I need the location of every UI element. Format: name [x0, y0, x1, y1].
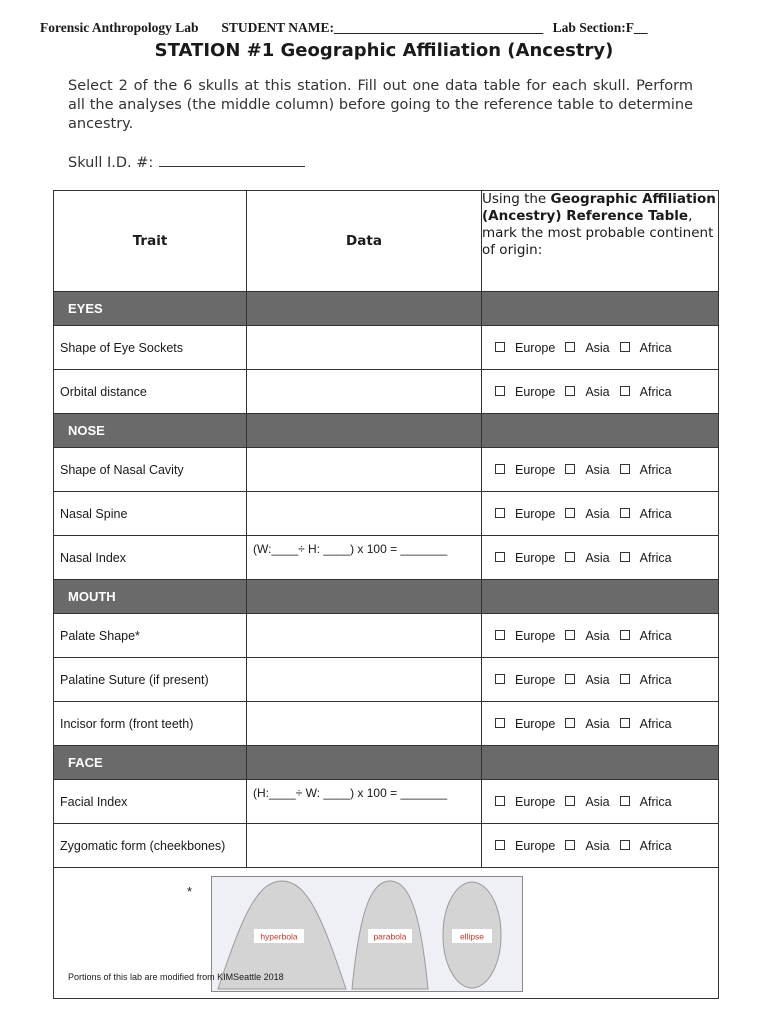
continent-options — [482, 629, 718, 643]
section-row — [54, 580, 719, 614]
checkbox-africa[interactable] — [620, 463, 672, 477]
checkbox-asia[interactable] — [565, 717, 609, 731]
trait-cell: Shape of Eye Sockets — [54, 326, 247, 370]
table-row — [54, 370, 719, 414]
continent-choice-cell — [482, 658, 719, 702]
checkbox-asia[interactable] — [565, 673, 609, 687]
table-row — [54, 614, 719, 658]
checkbox-label: Europe — [515, 340, 556, 355]
checkbox-icon[interactable] — [495, 552, 505, 562]
checkbox-icon[interactable] — [565, 342, 575, 352]
checkbox-icon[interactable] — [495, 718, 505, 728]
section-label: NOSE — [54, 414, 247, 448]
continent-options — [482, 463, 718, 477]
checkbox-label: Africa — [639, 716, 672, 731]
checkbox-icon[interactable] — [620, 508, 630, 518]
checkbox-label: Asia — [585, 672, 610, 687]
checkbox-label: Europe — [515, 462, 556, 477]
checkbox-icon[interactable] — [495, 464, 505, 474]
section-spacer — [247, 580, 482, 614]
checkbox-icon[interactable] — [495, 630, 505, 640]
continent-choice-cell — [482, 492, 719, 536]
checkbox-icon[interactable] — [620, 674, 630, 684]
checkbox-europe[interactable] — [495, 717, 555, 731]
checkbox-europe[interactable] — [495, 839, 555, 853]
checkbox-icon[interactable] — [620, 840, 630, 850]
checkbox-label: Africa — [639, 672, 672, 687]
checkbox-label: Asia — [585, 628, 610, 643]
checkbox-icon[interactable] — [495, 840, 505, 850]
checkbox-europe[interactable] — [495, 551, 555, 565]
table-row — [54, 702, 719, 746]
checkbox-africa[interactable] — [620, 341, 672, 355]
data-entry-cell[interactable] — [247, 326, 482, 370]
column-header-trait: Trait — [54, 191, 247, 292]
checkbox-label: Africa — [639, 628, 672, 643]
lab-name: Forensic Anthropology Lab — [40, 20, 199, 35]
table-row — [54, 326, 719, 370]
checkbox-label: Asia — [585, 794, 610, 809]
checkbox-icon[interactable] — [565, 840, 575, 850]
section-label: EYES — [54, 292, 247, 326]
checkbox-label: Africa — [639, 550, 672, 565]
checkbox-europe[interactable] — [495, 385, 555, 399]
continent-options — [482, 507, 718, 521]
checkbox-europe[interactable] — [495, 507, 555, 521]
checkbox-label: Asia — [585, 384, 610, 399]
section-spacer — [247, 414, 482, 448]
label-hyperbola: hyperbola — [260, 931, 298, 942]
checkbox-icon[interactable] — [620, 464, 630, 474]
section-label: MOUTH — [54, 580, 247, 614]
checkbox-africa[interactable] — [620, 795, 672, 809]
section-row — [54, 292, 719, 326]
continent-choice-cell — [482, 614, 719, 658]
checkbox-icon[interactable] — [565, 796, 575, 806]
trait-cell: Zygomatic form (cheekbones) — [54, 824, 247, 868]
checkbox-asia[interactable] — [565, 507, 609, 521]
column-header-data: Data — [247, 191, 482, 292]
table-row — [54, 536, 719, 580]
checkbox-europe[interactable] — [495, 629, 555, 643]
continent-options — [482, 839, 718, 853]
continent-choice-cell — [482, 448, 719, 492]
continent-options — [482, 673, 718, 687]
section-spacer — [482, 746, 719, 780]
checkbox-icon[interactable] — [565, 718, 575, 728]
checkbox-icon[interactable] — [620, 796, 630, 806]
table-row — [54, 780, 719, 824]
checkbox-icon[interactable] — [565, 464, 575, 474]
checkbox-asia[interactable] — [565, 341, 609, 355]
continent-choice-cell — [482, 824, 719, 868]
checkbox-europe[interactable] — [495, 463, 555, 477]
checkbox-icon[interactable] — [565, 386, 575, 396]
skull-id-field[interactable] — [68, 153, 305, 171]
data-table — [53, 190, 719, 999]
checkbox-label: Europe — [515, 550, 556, 565]
checkbox-label: Africa — [639, 838, 672, 853]
checkbox-icon[interactable] — [565, 552, 575, 562]
checkbox-europe[interactable] — [495, 341, 555, 355]
checkbox-icon[interactable] — [565, 630, 575, 640]
data-entry-cell[interactable]: (W:____÷ H: ____) x 100 = _______ — [247, 536, 482, 580]
checkbox-icon[interactable] — [620, 386, 630, 396]
checkbox-label: Asia — [585, 838, 610, 853]
data-entry-cell[interactable] — [247, 492, 482, 536]
continent-choice-cell — [482, 702, 719, 746]
column-header-reference: Using the Geographic Affiliation (Ancestry) Reference Table, mark the most probable continent of origin: — [482, 191, 719, 292]
data-entry-cell[interactable] — [247, 448, 482, 492]
trait-cell: Nasal Spine — [54, 492, 247, 536]
checkbox-label: Europe — [515, 628, 556, 643]
checkbox-icon[interactable] — [565, 508, 575, 518]
data-entry-cell[interactable] — [247, 614, 482, 658]
checkbox-asia[interactable] — [565, 551, 609, 565]
section-row — [54, 746, 719, 780]
checkbox-icon[interactable] — [495, 508, 505, 518]
continent-options — [482, 341, 718, 355]
checkbox-label: Africa — [639, 340, 672, 355]
checkbox-label: Europe — [515, 384, 556, 399]
skull-id-label: Skull I.D. #: — [68, 155, 154, 171]
table-row — [54, 824, 719, 868]
checkbox-europe[interactable] — [495, 673, 555, 687]
checkbox-icon[interactable] — [495, 342, 505, 352]
checkbox-icon[interactable] — [620, 552, 630, 562]
checkbox-label: Europe — [515, 672, 556, 687]
instructions: Select 2 of the 6 skulls at this station. Fill out one data table for each skull. Perform all the analyses (the middle column) before going to the reference table to determine ancestry. — [68, 78, 693, 132]
data-entry-cell[interactable] — [247, 702, 482, 746]
section-label: FACE — [54, 746, 247, 780]
figure-asterisk: * — [187, 884, 193, 899]
checkbox-icon[interactable] — [620, 718, 630, 728]
trait-cell: Palate Shape* — [54, 614, 247, 658]
checkbox-icon[interactable] — [495, 796, 505, 806]
checkbox-asia[interactable] — [565, 839, 609, 853]
page-title: STATION #1 Geographic Affiliation (Ancestry) — [154, 40, 614, 61]
section-row — [54, 414, 719, 448]
checkbox-icon[interactable] — [565, 674, 575, 684]
checkbox-label: Asia — [585, 716, 610, 731]
trait-cell: Shape of Nasal Cavity — [54, 448, 247, 492]
continent-choice-cell — [482, 326, 719, 370]
table-row — [54, 492, 719, 536]
table-row — [54, 448, 719, 492]
checkbox-africa[interactable] — [620, 717, 672, 731]
continent-options — [482, 385, 718, 399]
label-parabola: parabola — [373, 931, 407, 942]
section-spacer — [482, 414, 719, 448]
checkbox-africa[interactable] — [620, 551, 672, 565]
checkbox-asia[interactable] — [565, 795, 609, 809]
checkbox-label: Europe — [515, 716, 556, 731]
checkbox-label: Asia — [585, 340, 610, 355]
checkbox-label: Europe — [515, 838, 556, 853]
checkbox-icon[interactable] — [620, 342, 630, 352]
checkbox-africa[interactable] — [620, 839, 672, 853]
data-entry-cell[interactable]: (H:____÷ W: ____) x 100 = _______ — [247, 780, 482, 824]
table-row — [54, 658, 719, 702]
continent-options — [482, 717, 718, 731]
data-entry-cell[interactable] — [247, 824, 482, 868]
page-header — [40, 20, 730, 36]
checkbox-label: Africa — [639, 794, 672, 809]
data-entry-cell[interactable] — [247, 658, 482, 702]
trait-cell: Nasal Index — [54, 536, 247, 580]
checkbox-label: Europe — [515, 794, 556, 809]
trait-cell: Orbital distance — [54, 370, 247, 414]
checkbox-label: Europe — [515, 506, 556, 521]
lab-section-field[interactable]: Lab Section:F__ — [552, 20, 648, 35]
checkbox-label: Asia — [585, 462, 610, 477]
checkbox-icon[interactable] — [620, 630, 630, 640]
student-name-field[interactable]: STUDENT NAME:_______________________________ — [221, 20, 544, 35]
section-spacer — [482, 292, 719, 326]
checkbox-asia[interactable] — [565, 463, 609, 477]
checkbox-label: Asia — [585, 506, 610, 521]
continent-options — [482, 795, 718, 809]
checkbox-icon[interactable] — [495, 386, 505, 396]
checkbox-icon[interactable] — [495, 674, 505, 684]
checkbox-europe[interactable] — [495, 795, 555, 809]
skull-id-blank[interactable] — [159, 153, 305, 167]
checkbox-africa[interactable] — [620, 507, 672, 521]
section-spacer — [482, 580, 719, 614]
continent-choice-cell — [482, 780, 719, 824]
checkbox-label: Africa — [639, 462, 672, 477]
continent-choice-cell — [482, 536, 719, 580]
checkbox-label: Africa — [639, 384, 672, 399]
checkbox-africa[interactable] — [620, 629, 672, 643]
checkbox-label: Asia — [585, 550, 610, 565]
checkbox-africa[interactable] — [620, 385, 672, 399]
section-spacer — [247, 292, 482, 326]
checkbox-label: Africa — [639, 506, 672, 521]
checkbox-asia[interactable] — [565, 629, 609, 643]
trait-cell: Incisor form (front teeth) — [54, 702, 247, 746]
data-entry-cell[interactable] — [247, 370, 482, 414]
section-spacer — [247, 746, 482, 780]
continent-options — [482, 551, 718, 565]
footer-note: Portions of this lab are modified from KIMSeattle 2018 — [68, 972, 284, 982]
label-ellipse: ellipse — [459, 931, 485, 942]
continent-choice-cell — [482, 370, 719, 414]
checkbox-africa[interactable] — [620, 673, 672, 687]
checkbox-asia[interactable] — [565, 385, 609, 399]
trait-cell: Palatine Suture (if present) — [54, 658, 247, 702]
trait-cell: Facial Index — [54, 780, 247, 824]
